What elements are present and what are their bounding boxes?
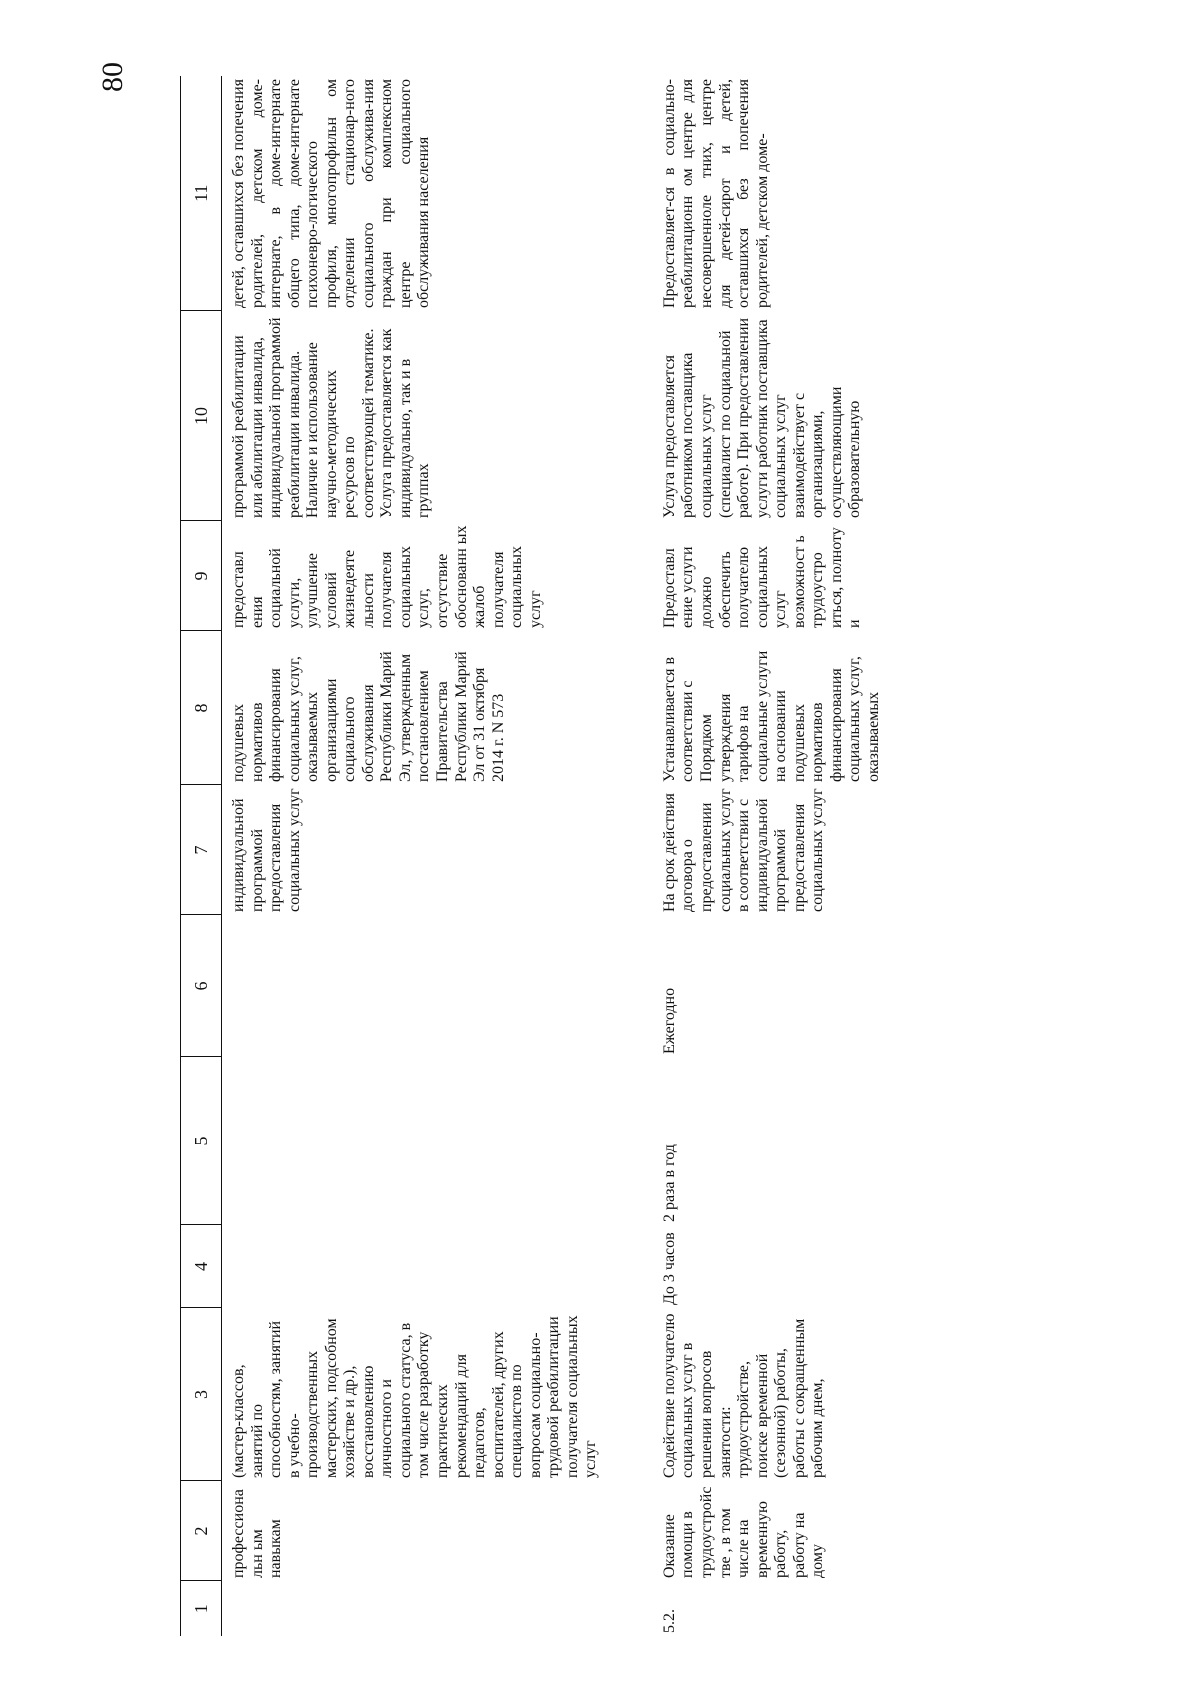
cell-frequency: 2 раза в год xyxy=(660,1144,678,1222)
column-header-8: 8 xyxy=(181,631,222,785)
column-header-5: 5 xyxy=(181,1057,222,1225)
table-row xyxy=(615,76,898,1636)
cell-frequency xyxy=(222,1057,615,1225)
column-header-4: 4 xyxy=(181,1225,222,1308)
cell-term: На срок действия договора о предоставлении социальных услуг в соответствии с индивидуальной программой предоставления социальных услуг xyxy=(660,788,827,912)
cell-period xyxy=(222,915,615,1057)
rotated-page-content xyxy=(80,48,1120,1648)
page-number: 80 xyxy=(96,62,129,92)
cell-tariff: подушевых нормативов финансирования социальных услуг, оказываемых организациями социального обслуживания Республики Марий Эл, утвержденным постановлением Правительства Республики Марий Эл от 31 октября 2014 г. N 573 xyxy=(230,651,507,782)
cell-service-description: (мастер-классов, занятий по способностям, занятий в учебно-производственных мастерских, подсобном хозяйстве и др.), восстановлению личностного и социального статуса, в том числе разработку практических рекомендаций для педагогов, воспитателей, других специалистов по вопросам социально-трудовой реабилитации получателя социальных услуг xyxy=(230,1315,600,1478)
cell-quality-indicators: Предоставл ение услуги должно обеспечить получателю социальных услуг возможност ь трудоустро иться, полноту и xyxy=(660,527,864,628)
column-header-10: 10 xyxy=(181,311,222,521)
column-header-9: 9 xyxy=(181,521,222,631)
cell-service-description: Содействие получателю социальных услуг в решении вопросов занятости: трудоустройстве, поиске временной (сезонной) работы, работы с сокращенным рабочим днем, xyxy=(660,1313,827,1478)
cell-duration xyxy=(222,1225,615,1308)
column-number-row xyxy=(181,76,222,1636)
table-row xyxy=(222,76,615,1636)
column-header-11: 11 xyxy=(181,76,222,311)
cell-service-name: профессиональн ым навыкам xyxy=(230,1489,285,1578)
cell-term: индивидуальной программой предоставления социальных услуг xyxy=(230,788,303,912)
cell-service-name: Оказание помощи в трудоустройстве , в том числе на временную работу, работу на дому xyxy=(660,1486,827,1578)
cell-providers: Предоставляет-ся в социально-реабилитационн ом центре для несовершенноле тних, центре для детей-сирот и детей, оставшихся без попечения родителей, детском доме- xyxy=(660,79,771,308)
cell-providers: детей, оставшихся без попечения родителей, детском доме-интернате, в доме-интернате общего типа, доме-интернате психоневро-логического профиля, многопрофильн ом отделении стационар-ного социального обслужива-ния граждан при комплексном центре социального обслуживания населения xyxy=(230,79,433,308)
cell-tariff: Устанавливается в соответствии с Порядком утверждения тарифов на социальные услуги на основании подушевых нормативов финансирования социальных услуг, оказываемых xyxy=(660,650,882,782)
column-header-1: 1 xyxy=(181,1581,222,1636)
column-header-2: 2 xyxy=(181,1481,222,1581)
cell-conditions: программой реабилитации или абилитации инвалида, индивидуальной программой реабилитации инвалида. Наличие и использование научно-методических ресурсов по соответствующей тематике. Услуга предоставляется как индивидуально, так и в группах xyxy=(230,317,433,518)
services-table xyxy=(180,76,898,1636)
cell-conditions: Услуга предоставляется работником поставщика социальных услуг (специалист по социальной работе). При предоставлении услуги работник поставщика социальных услуг взаимодействует с организациями, осуществляющими образовательную xyxy=(660,317,864,518)
cell-number: 5.2. xyxy=(660,1609,678,1633)
column-header-3: 3 xyxy=(181,1308,222,1481)
column-header-6: 6 xyxy=(181,915,222,1057)
cell-duration: До 3 часов xyxy=(660,1232,678,1305)
cell-quality-indicators: предоставл ения социальной услуги, улучшение условий жизнедеяте льности получателя социальных услуг, отсутствие обоснованн ых жалоб получателя социальных услуг xyxy=(230,525,544,628)
cell-period: Ежегодно xyxy=(660,987,678,1054)
column-header-7: 7 xyxy=(181,785,222,915)
cell-number xyxy=(222,1581,615,1636)
